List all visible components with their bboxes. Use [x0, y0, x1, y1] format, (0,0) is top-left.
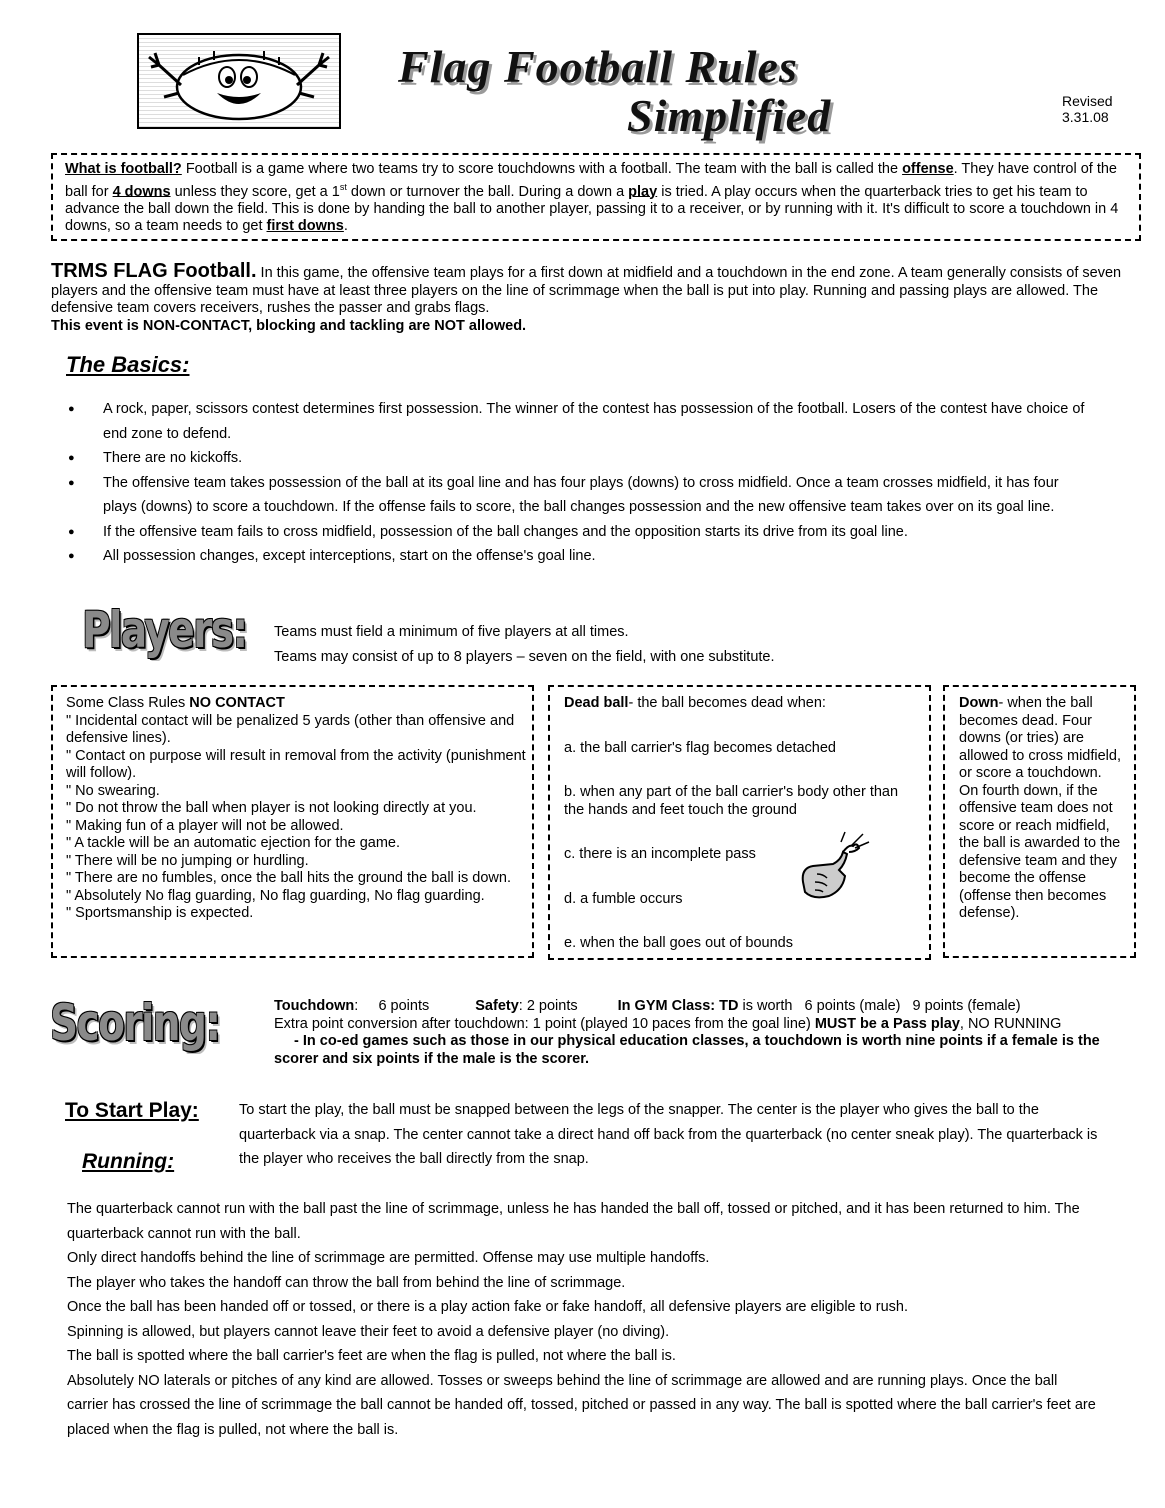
rule-item: " Absolutely No flag guarding, No flag guarding, No flag guarding.	[66, 887, 485, 904]
intro-text: down or turnover the ball. During a down a	[346, 183, 629, 200]
offense-term: offense	[902, 161, 954, 177]
intro-box	[51, 153, 1141, 241]
dead-ball-box	[548, 685, 931, 960]
running-line: Once the ball has been handed off or tossed, or there is a play action fake or fake handoff, all defensive players are eligible to rush.	[67, 1299, 908, 1315]
first-downs-term: first downs	[266, 218, 344, 235]
players-text	[274, 620, 775, 669]
dead-ball-title-rest: - the ball becomes dead when:	[628, 695, 826, 711]
down-title-bold: Down	[959, 695, 999, 711]
rule-item: " Do not throw the ball when player is not looking directly at you.	[66, 800, 477, 816]
header-logo	[137, 33, 341, 129]
page-title-line2: Simplified	[627, 90, 832, 141]
running-line: The ball is spotted where the ball carrier's feet are when the flag is pulled, not where the ball is.	[67, 1348, 676, 1364]
extra-point-text: Extra point conversion after touchdown: 1 point (played 10 paces from the goal line)	[274, 1015, 815, 1032]
running-line: The quarterback cannot run with the ball past the line of scrimmage, unless he has handed the ball off, tossed or pitched, and it has been returned to him. The quarterback cannot run with the ball.	[67, 1201, 1080, 1242]
touchdown-value: : 6 points	[354, 998, 430, 1014]
trms-section	[51, 260, 1136, 335]
down-box	[943, 685, 1136, 958]
intro-text: Football is a game where two teams try to score touchdowns with a football. The team with the ball is called the	[181, 161, 903, 177]
intro-text: unless they score, get a 1	[170, 183, 340, 200]
gym-class-label: In GYM Class: TD	[617, 998, 739, 1014]
running-rules	[67, 1197, 1097, 1442]
pass-play-notice: MUST be a Pass play	[814, 1015, 960, 1032]
trms-body: In this game, the offensive team plays for a first down at midfield and a touchdown in the end zone. A team generally consists of seven players and the offensive team must have at least three players on the line of scrimmage when the ball is put into play. Running and passing plays are allowed. The defensive team covers receivers, rushes the passer and grabs flags.	[51, 265, 1122, 316]
rule-item: " Sportsmanship is expected.	[66, 905, 254, 921]
down-body: - when the ball becomes dead. Four downs (or tries) are allowed to cross midfield, or score a touchdown. On fourth down, if the offensive team does not score or reach midfield, the ball is awarded to the defensive team and they become the offense (offense then becomes defense).	[959, 695, 1121, 921]
gym-class-value: is worth 6 points (male) 9 points (female)	[738, 998, 1021, 1014]
players-line-1: Teams must field a minimum of five players at all times.	[274, 624, 629, 640]
intro-text: is tried. A play occurs when the quarterback tries to get his team to advance the ball down the field. This is done by handing the ball to another player, passing it to a receiver, or by running with it. It's difficult to score a touchdown in 4 downs, so a team needs to get	[65, 183, 1119, 235]
running-heading: Running:	[82, 1150, 175, 1173]
revised-label: Revised	[1062, 93, 1113, 109]
players-heading: Players:	[82, 601, 247, 659]
play-term: play	[628, 183, 658, 200]
intro-text: . They have control of the ball for	[65, 161, 1117, 200]
revision-info	[1062, 93, 1113, 125]
extra-point-row	[274, 1016, 1109, 1034]
dead-ball-item: d. a fumble occurs	[564, 890, 683, 907]
list-item: ● A rock, paper, scissors contest determines first possession. The winner of the contest has possession of the football. Losers of the contest have choice of end zone to defend.	[51, 397, 1091, 446]
hand-holding-flag-icon	[793, 830, 873, 910]
trms-heading: TRMS FLAG Football.	[51, 260, 257, 282]
rule-item: " Contact on purpose will result in removal from the activity (punishment will follow).	[66, 747, 526, 781]
football-mascot-icon	[139, 35, 339, 127]
rule-item: " There are no fumbles, once the ball hits the ground the ball is down.	[66, 870, 511, 886]
list-item: ● All possession changes, except interceptions, start on the offense's goal line.	[51, 544, 1091, 569]
list-item: ● There are no kickoffs.	[51, 446, 1091, 471]
rule-item: " Incidental contact will be penalized 5 yards (other than offensive and defensive lines).	[66, 712, 515, 746]
no-running-notice: , NO RUNNING	[959, 1015, 1062, 1032]
rule-item: " There will be no jumping or hurdling.	[66, 852, 309, 869]
coed-scoring-notice: - In co-ed games such as those in our physical education classes, a touchdown is worth nine points if a female is the scorer and six points if the male is the scorer.	[274, 1033, 1100, 1067]
running-line: Only direct handoffs behind the line of scrimmage are permitted. Offense may use multiple handoffs.	[67, 1250, 710, 1266]
basics-list	[51, 397, 1091, 569]
rule-item: " A tackle will be an automatic ejection for the game.	[66, 835, 400, 851]
running-line: Spinning is allowed, but players cannot leave their feet to avoid a defensive player (no diving).	[67, 1323, 670, 1340]
safety-value: : 2 points	[518, 998, 578, 1014]
list-item: ● If the offensive team fails to cross midfield, possession of the ball changes and the opposition starts its drive from its goal line.	[51, 520, 1091, 545]
non-contact-notice: This event is NON-CONTACT, blocking and tackling are NOT allowed.	[51, 317, 527, 334]
revised-date: 3.31.08	[1062, 109, 1109, 125]
four-downs-term: 4 downs	[112, 183, 171, 200]
rule-item: " Making fun of a player will not be allowed.	[66, 817, 344, 834]
class-rules-title-bold: NO CONTACT	[189, 695, 285, 711]
dead-ball-item: a. the ball carrier's flag becomes detached	[564, 739, 836, 756]
intro-text: .	[343, 218, 348, 235]
class-rules-title	[66, 695, 532, 713]
touchdown-label: Touchdown	[274, 998, 355, 1014]
scoring-heading: Scoring:	[50, 994, 220, 1052]
safety-label: Safety	[475, 998, 519, 1014]
rule-item: " No swearing.	[66, 782, 160, 799]
start-play-body: To start the play, the ball must be snapped between the legs of the snapper. The center is the player who gives the ball to the quarterback via a snap. The center cannot take a direct hand off back from the quarterback (no center sneak play). The quarterback is the player who receives the ball directly from the snap.	[239, 1102, 1098, 1167]
dead-ball-title-bold: Dead ball	[564, 695, 629, 711]
running-line: Absolutely NO laterals or pitches of any kind are allowed. Tosses or sweeps behind the line of scrimmage are allowed and are running plays. Once the ball carrier has crossed the line of scrimmage the ball cannot be handed off, tossed, pitched or passed in any way. The ball is spotted where the ball carrier's feet are placed when the flag is pulled, not where the ball is.	[67, 1372, 1096, 1438]
class-rules-title-plain: Some Class Rules	[66, 695, 190, 711]
dead-ball-item: e. when the ball goes out of bounds	[564, 935, 793, 951]
basics-heading: The Basics:	[66, 352, 190, 377]
start-play-heading: To Start Play:	[65, 1099, 199, 1122]
running-line: The player who takes the handoff can throw the ball from behind the line of scrimmage.	[67, 1274, 626, 1291]
superscript-st: st	[339, 181, 347, 192]
down-text	[959, 695, 1121, 923]
dead-ball-item: b. when any part of the ball carrier's body other than the hands and feet touch the ground	[564, 784, 899, 818]
dead-ball-item: c. there is an incomplete pass	[564, 846, 756, 862]
class-rules-box	[51, 685, 534, 958]
intro-question: What is football?	[65, 161, 182, 177]
scoring-values-row	[274, 998, 1109, 1016]
list-item: ● The offensive team takes possession of the ball at its goal line and has four plays (downs) to cross midfield. Once a team crosses midfield, it has four plays (downs) to score a touchdown. If the offense fails to score, the ball changes possession and the new offensive team takes over on its goal line.	[51, 471, 1091, 520]
dead-ball-title	[564, 695, 929, 713]
players-line-2: Teams may consist of up to 8 players – seven on the field, with one substitute.	[274, 648, 775, 665]
scoring-section	[274, 998, 1109, 1068]
page-title-line1: Flag Football Rules	[398, 41, 798, 92]
